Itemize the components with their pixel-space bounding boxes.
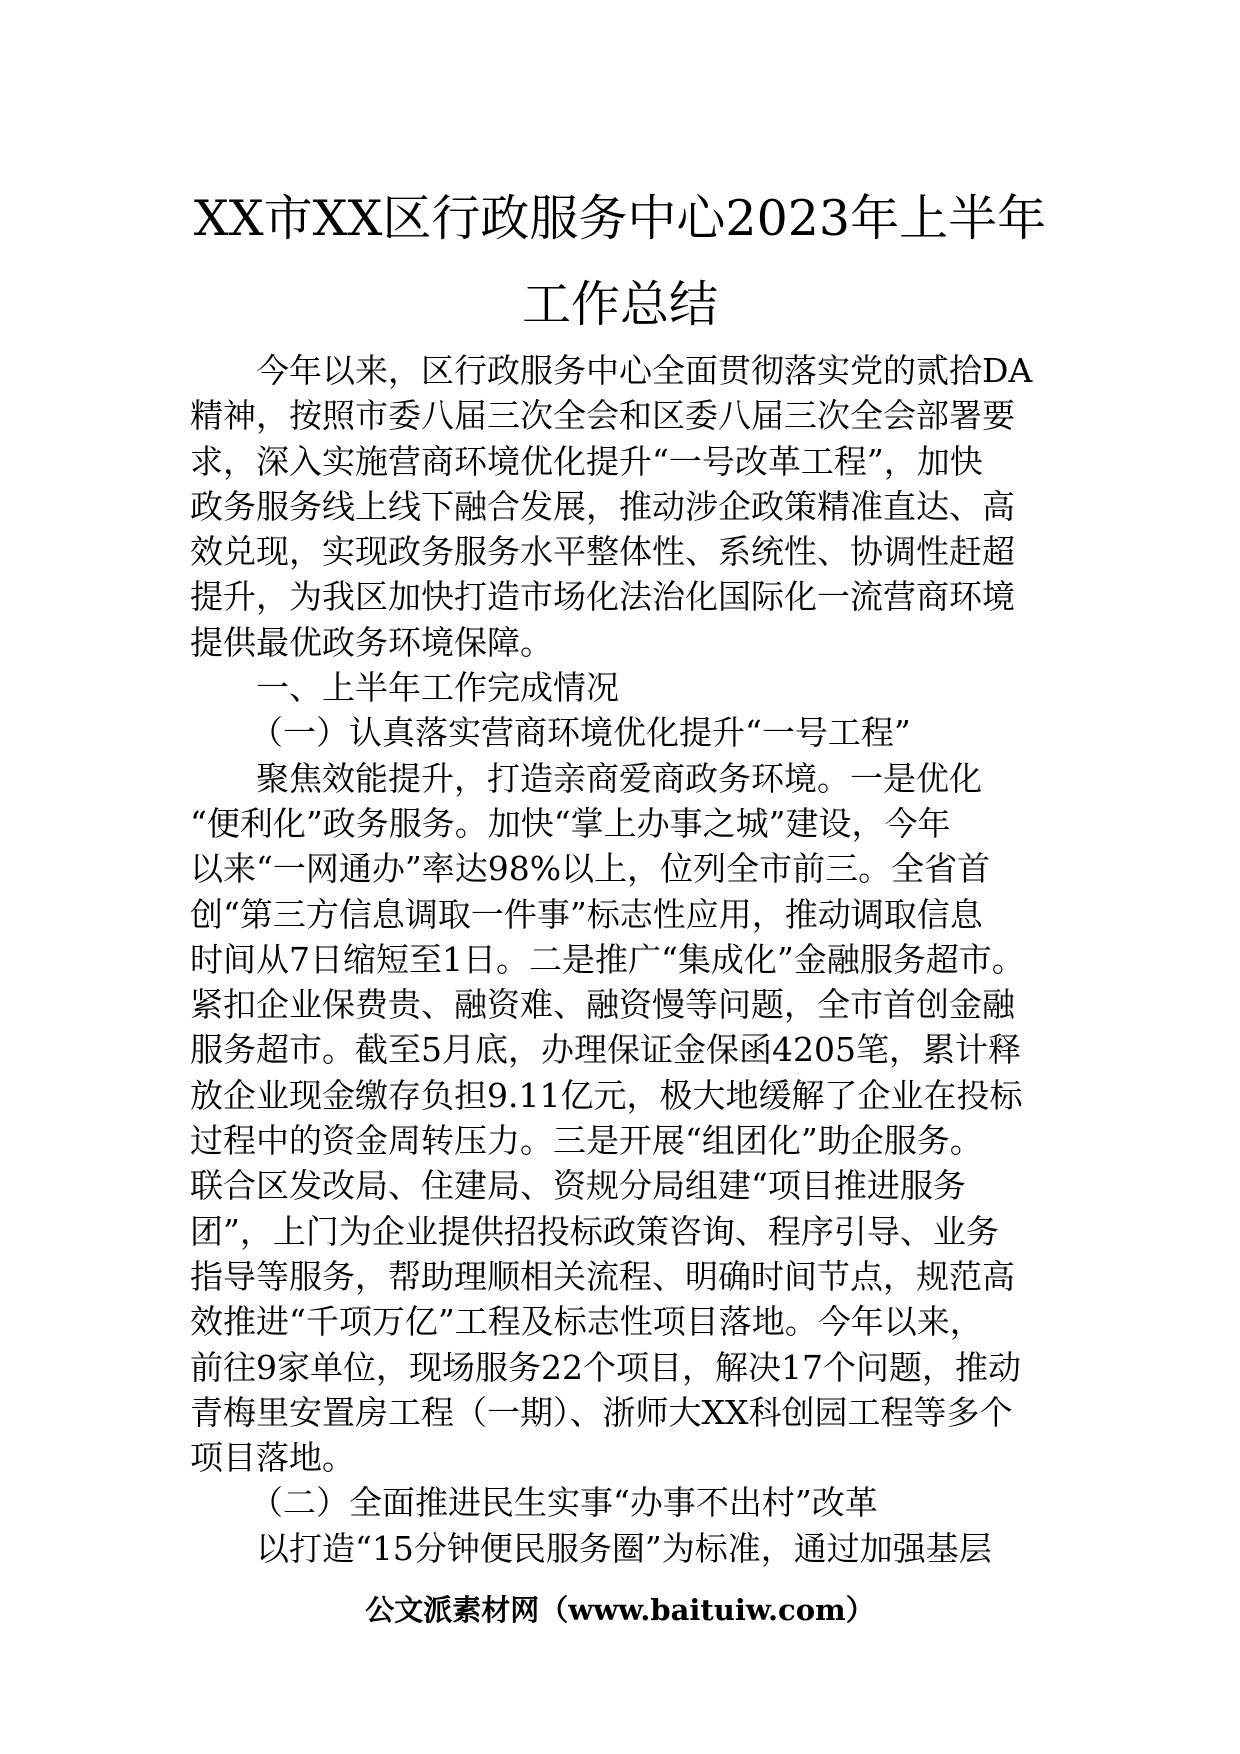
body-line: 以打造“15分钟便民服务圈”为标准，通过加强基层 (256, 1528, 992, 1568)
document-title-line-2: 工作总结 (521, 276, 718, 333)
body-line: 团”，上门为企业提供招投标政策咨询、程序引导、业务 (190, 1211, 999, 1251)
body-line: 效兑现，实现政务服务水平整体性、系统性、协调性赶超 (190, 532, 1015, 572)
body-line: 服务超市。截至5月底，办理保证金保函4205笔，累计释 (190, 1030, 1021, 1070)
body-line: 政务服务线上线下融合发展，推动涉企政策精准直达、高 (190, 486, 1015, 526)
body-line: “便利化”政务服务。加快“掌上办事之城”建设，今年 (190, 803, 951, 843)
body-line: 紧扣企业保费贵、融资难、融资慢等问题，全市首创金融 (190, 985, 1015, 1025)
body-line: 时间从7日缩短至1日。二是推广“集成化”金融服务超市。 (190, 939, 1025, 979)
body-line: 联合区发改局、住建局、资规分局组建“项目推进服务 (190, 1166, 966, 1206)
body-line: 指导等服务，帮助理顺相关流程、明确时间节点，规范高 (190, 1256, 1015, 1296)
body-line: 过程中的资金周转压力。三是开展“组团化”助企服务。 (190, 1121, 983, 1161)
body-line: 以来“一网通办”率达98%以上，位列全市前三。全省首 (190, 849, 991, 889)
body-line: 项目落地。 (190, 1438, 355, 1478)
document-title-line-1: XX市XX区行政服务中心2023年上半年 (193, 190, 1047, 247)
body-line: 求，深入实施营商环境优化提升“一号改革工程”，加快 (190, 441, 983, 481)
document-body (190, 348, 1050, 1571)
footer-source-text: 公文派素材网（www.baituiw.com） (365, 1593, 875, 1627)
subsection-heading: （一）认真落实营商环境优化提升“一号工程” (250, 713, 911, 753)
body-line: 青梅里安置房工程（一期）、浙师大XX科创园工程等多个 (190, 1392, 1013, 1432)
body-line: 提升，为我区加快打造市场化法治化国际化一流营商环境 (190, 577, 1015, 617)
body-line: 放企业现金缴存负担9.11亿元，极大地缓解了企业在投标 (190, 1075, 1023, 1115)
body-line: 前往9家单位，现场服务22个项目，解决17个问题，推动 (190, 1347, 1021, 1387)
body-line: 今年以来，区行政服务中心全面贯彻落实党的贰拾DA (256, 351, 1033, 390)
body-line: 提供最优政务环境保障。 (190, 622, 553, 662)
section-heading: 一、上半年工作完成情况 (256, 668, 619, 708)
subsection-heading: （二）全面推进民生实事“办事不出村”改革 (250, 1483, 878, 1523)
body-line: 效推进“千项万亿”工程及标志性项目落地。今年以来， (190, 1302, 983, 1342)
body-line: 创“第三方信息调取一件事”标志性应用，推动调取信息 (190, 894, 983, 934)
body-line: 精神，按照市委八届三次全会和区委八届三次全会部署要 (190, 396, 1015, 436)
body-line: 聚焦效能提升，打造亲商爱商政务环境。一是优化 (256, 758, 982, 798)
